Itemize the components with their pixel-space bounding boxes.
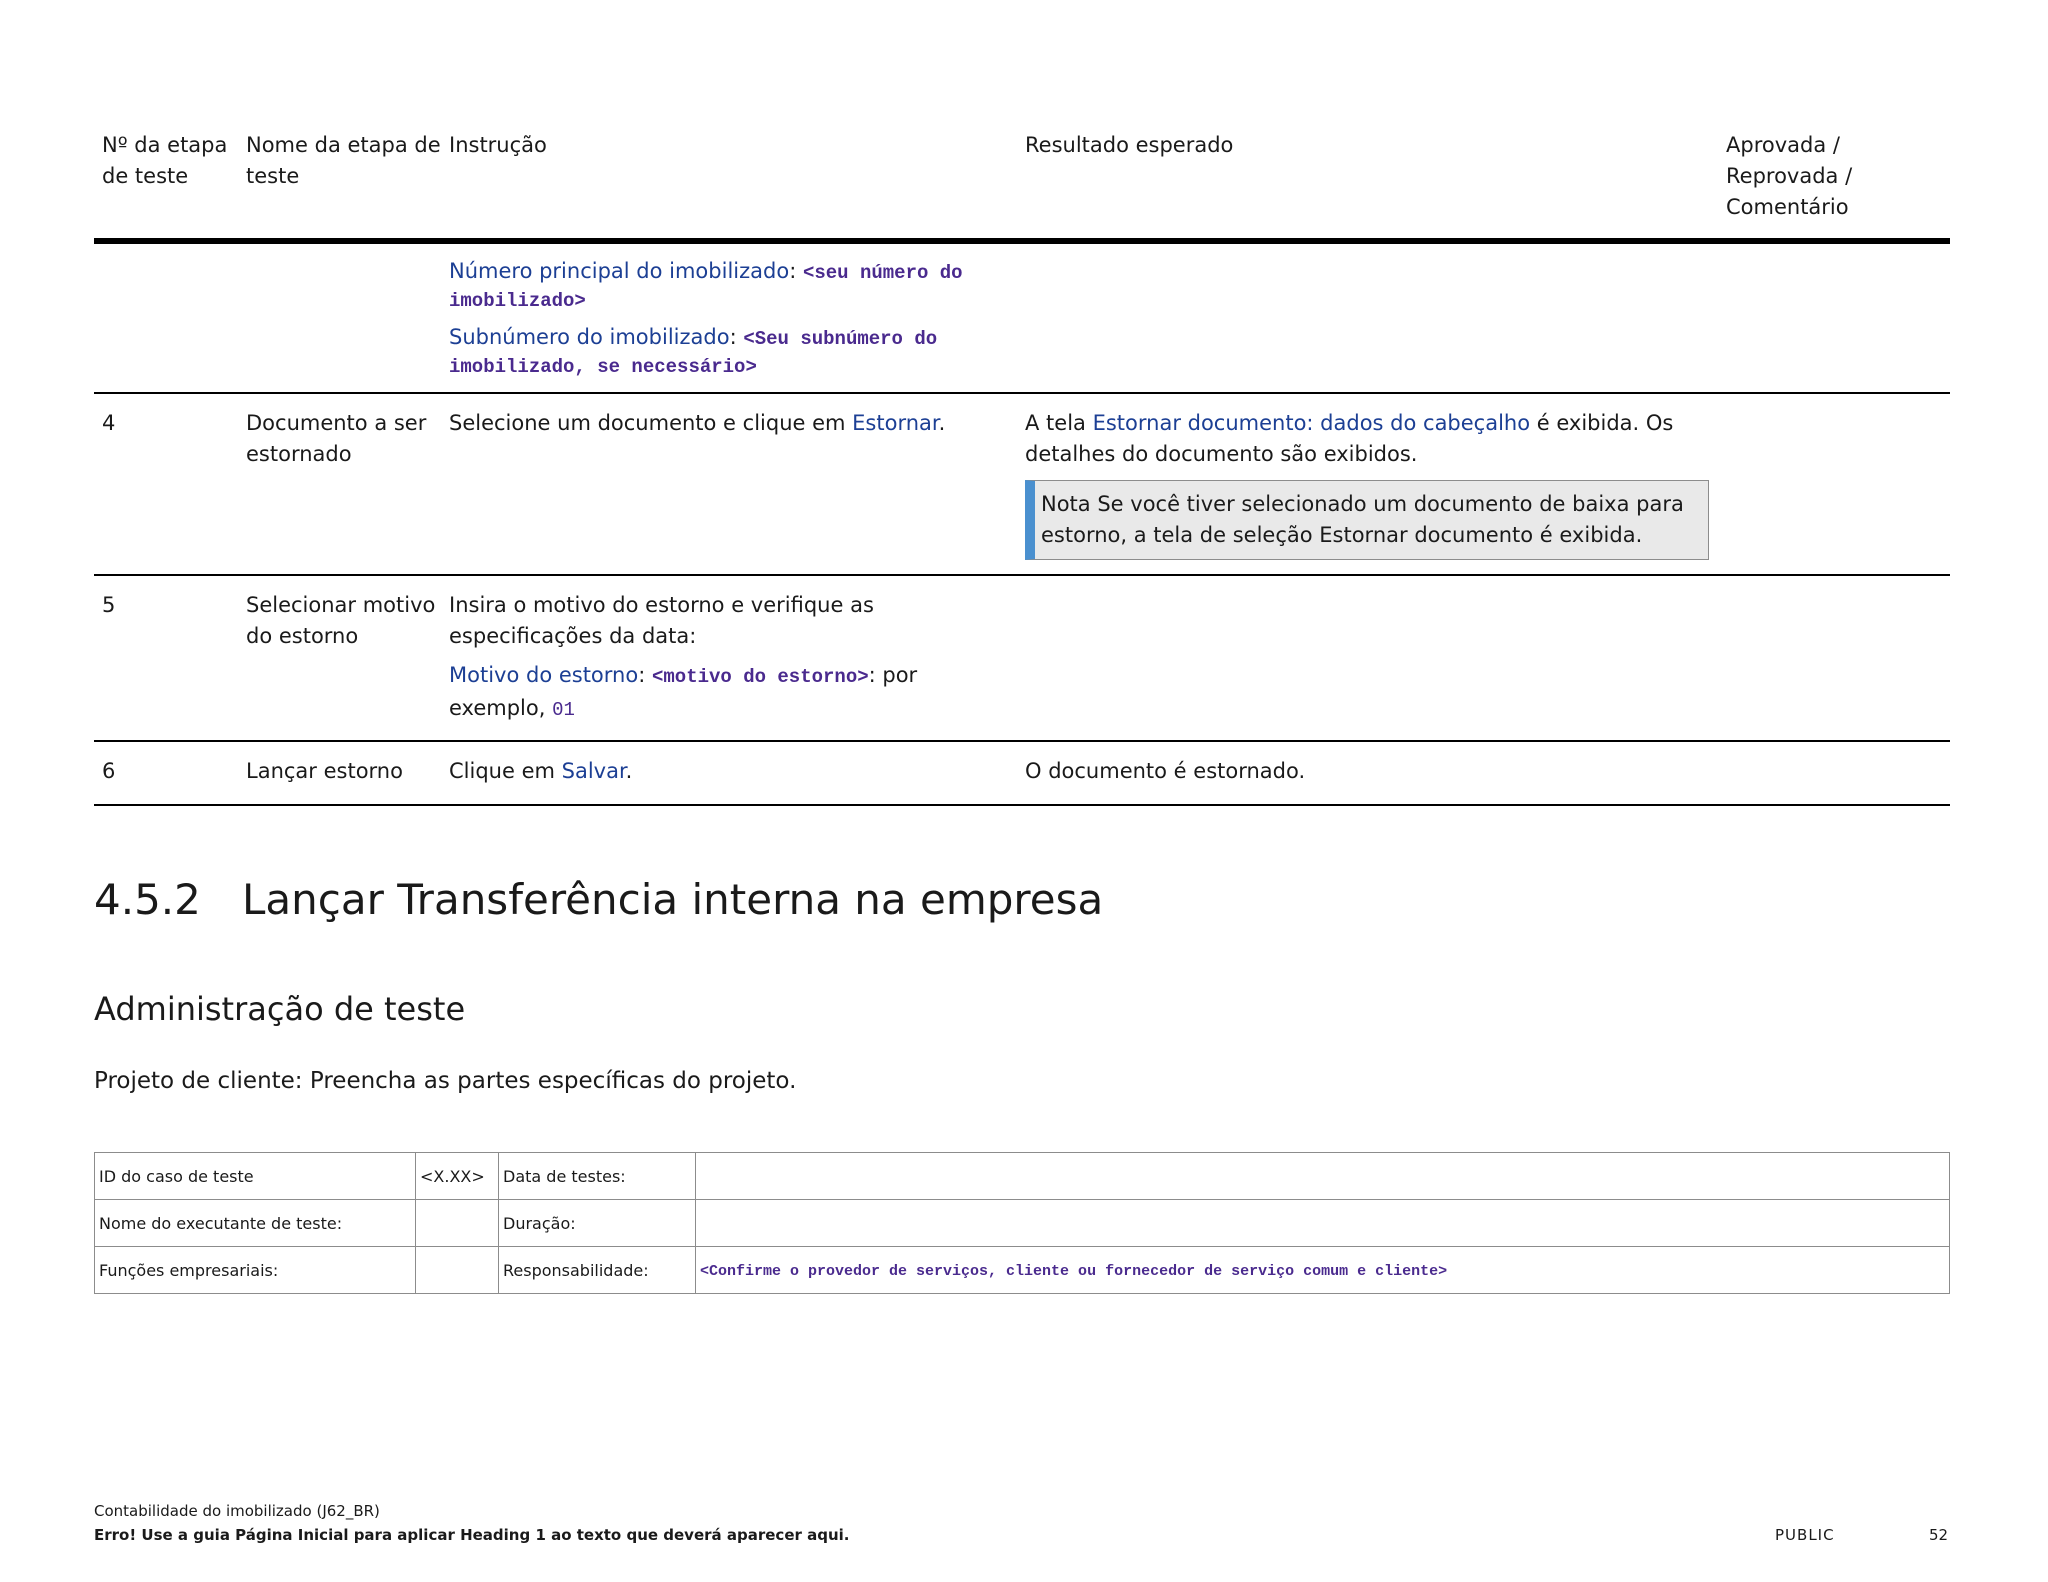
instruction-text: Insira o motivo do estorno e verifique as especificações da data: xyxy=(449,593,874,648)
field-suffix: : por exemplo, xyxy=(449,663,918,720)
label-cell: Responsabilidade: xyxy=(499,1247,696,1294)
header-instruction: Instrução xyxy=(449,133,547,157)
responsibility-value: <Confirme o provedor de serviços, cliente ou fornecedor de serviço comum e cliente> xyxy=(700,1263,1448,1280)
value-cell xyxy=(416,1247,499,1294)
table-row xyxy=(95,1153,1950,1200)
field-asset-subnumber: Subnúmero do imobilizado: <Seu subnúmero do imobilizado, se necessário> xyxy=(449,325,938,378)
label-cell: ID do caso de teste xyxy=(95,1153,416,1200)
header-step-no: Nº da etapa de teste xyxy=(102,133,228,188)
section-number: 4.5.2 xyxy=(94,875,201,924)
field-value: <motivo do estorno> xyxy=(651,666,869,688)
section-heading xyxy=(94,872,1103,928)
expected-cell xyxy=(1025,408,1715,560)
header-step-name: Nome da etapa de teste xyxy=(246,133,441,188)
table-row xyxy=(94,394,1950,576)
field-label: Subnúmero do imobilizado xyxy=(449,325,730,349)
page-number: 52 xyxy=(1929,1526,1949,1544)
table-row xyxy=(95,1200,1950,1247)
example-value: 01 xyxy=(552,699,575,721)
step-number: 5 xyxy=(102,593,116,617)
instruction-cell xyxy=(449,258,1009,388)
field-value: <Seu subnúmero do imobilizado, se necessário> xyxy=(449,328,938,378)
screen-name-link: Estornar documento: dados do cabeçalho xyxy=(1092,411,1531,435)
step-number: 6 xyxy=(102,759,116,783)
expected-text-post: é exibida. Os detalhes do documento são exibidos. xyxy=(1025,411,1674,466)
table-header xyxy=(94,130,1950,244)
instruction-text: . xyxy=(625,759,633,783)
field-value: <seu número do imobilizado> xyxy=(449,262,963,312)
step-name: Lançar estorno xyxy=(246,759,403,783)
instruction-cell xyxy=(449,408,1009,439)
header-approval: Aprovada / Reprovada / Comentário xyxy=(1726,133,1853,219)
label-cell: Nome do executante de teste: xyxy=(95,1200,416,1247)
expected-text-pre: A tela xyxy=(1025,411,1093,435)
step-number: 4 xyxy=(102,411,116,435)
instruction-text: Selecione um documento e clique em xyxy=(449,411,853,435)
label-cell: Data de testes: xyxy=(499,1153,696,1200)
instruction-text: . xyxy=(938,411,946,435)
footer-doc-title: Contabilidade do imobilizado (J62_BR) xyxy=(94,1502,380,1520)
field-label: Número principal do imobilizado xyxy=(449,259,790,283)
value-cell xyxy=(696,1200,1950,1247)
value-cell xyxy=(416,1200,499,1247)
instruction-cell xyxy=(449,756,1009,787)
step-name: Selecionar motivo do estorno xyxy=(246,593,436,648)
label-cell: Duração: xyxy=(499,1200,696,1247)
instruction-text: Clique em xyxy=(449,759,562,783)
section-title: Lançar Transferência interna na empresa xyxy=(242,875,1104,924)
document-page xyxy=(94,0,1950,1582)
footer-classification: PUBLIC xyxy=(1775,1526,1835,1544)
value-cell: <X.XX> xyxy=(416,1153,499,1200)
footer-error-text: Erro! Use a guia Página Inicial para aplicar Heading 1 ao texto que deverá aparecer aqui. xyxy=(94,1526,850,1544)
note-box: Nota Se você tiver selecionado um documento de baixa para estorno, a tela de seleção Estornar documento é exibida. xyxy=(1025,480,1709,560)
subsection-heading: Administração de teste xyxy=(94,990,466,1028)
expected-text xyxy=(1025,408,1715,470)
salvar-link: Salvar xyxy=(561,759,626,783)
field-reversal-reason: Motivo do estorno: <motivo do estorno>: por exemplo, 01 xyxy=(449,663,918,721)
test-admin-table xyxy=(94,1152,1950,1294)
label-cell: Funções empresariais: xyxy=(95,1247,416,1294)
header-expected: Resultado esperado xyxy=(1025,133,1234,157)
expected-cell: O documento é estornado. xyxy=(1025,759,1306,783)
instruction-cell xyxy=(449,590,1009,726)
value-cell xyxy=(696,1247,1950,1294)
intro-text: Projeto de cliente: Preencha as partes específicas do projeto. xyxy=(94,1068,797,1094)
table-row xyxy=(95,1247,1950,1294)
estornar-link: Estornar xyxy=(852,411,939,435)
table-row xyxy=(94,576,1950,742)
value-cell xyxy=(696,1153,1950,1200)
field-label: Motivo do estorno xyxy=(449,663,639,687)
table-row-continued xyxy=(94,244,1950,394)
field-asset-number: Número principal do imobilizado: <seu número do imobilizado> xyxy=(449,259,963,312)
table-row xyxy=(94,742,1950,806)
step-name: Documento a ser estornado xyxy=(246,411,427,466)
